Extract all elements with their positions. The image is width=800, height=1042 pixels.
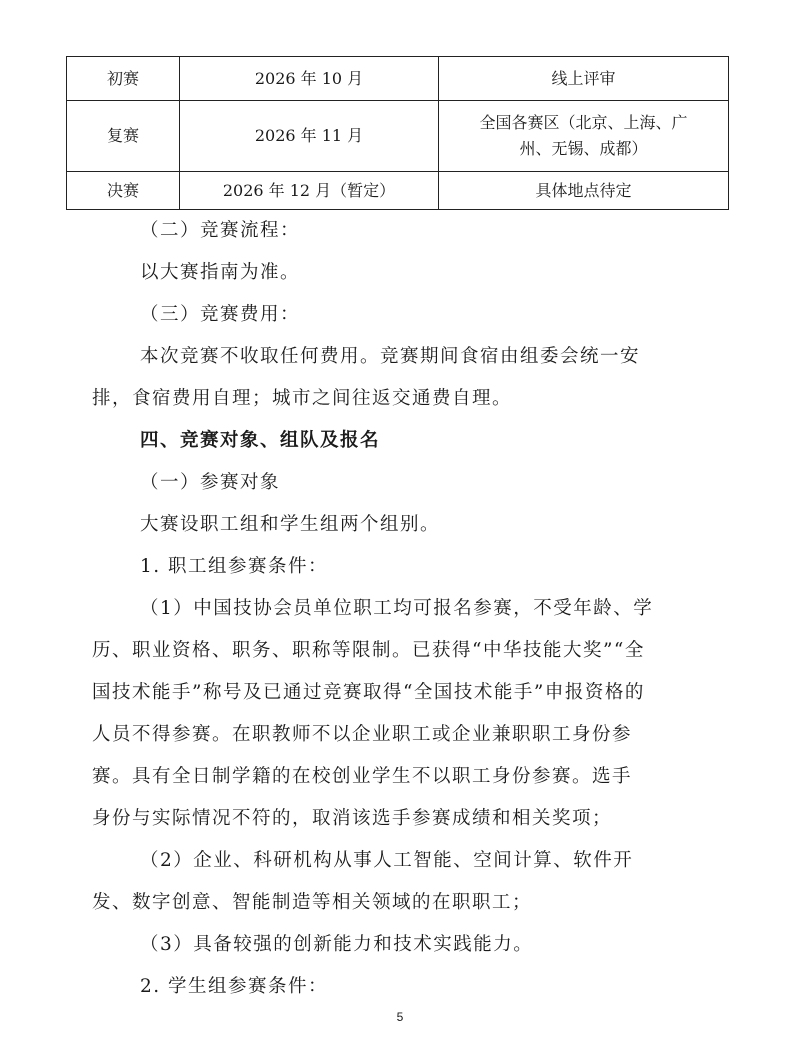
time-cell: 2026 年 11 月 — [180, 101, 439, 172]
paragraph-line: 身份与实际情况不符的，取消该选手参赛成绩和相关奖项； — [92, 808, 613, 829]
paragraph-line: （3）具备较强的创新能力和技术实践能力。 — [140, 934, 534, 955]
section-heading: （三）竞赛费用： — [140, 304, 301, 325]
table-row — [67, 101, 729, 172]
location-line: 州、无锡、成都） — [519, 139, 648, 158]
location-cell: 具体地点待定 — [439, 172, 729, 210]
paragraph-line: 本次竞赛不收取任何费用。竞赛期间食宿由组委会统一安 — [140, 346, 641, 367]
paragraph-line: 大赛设职工组和学生组两个组别。 — [140, 514, 441, 535]
location-cell — [439, 101, 729, 172]
paragraph-line: （1）中国技协会员单位职工均可报名参赛，不受年龄、学 — [140, 598, 654, 619]
page-number: 5 — [396, 1010, 404, 1024]
location-cell: 线上评审 — [439, 57, 729, 101]
section-heading: （一）参赛对象 — [140, 472, 281, 493]
paragraph-line: 历、职业资格、职务、职称等限制。已获得“中华技能大奖”“全 — [92, 640, 645, 661]
paragraph-line: （2）企业、科研机构从事人工智能、空间计算、软件开 — [140, 850, 634, 871]
table-row — [67, 57, 729, 101]
paragraph-line: 人员不得参赛。在职教师不以企业职工或企业兼职职工身份参 — [92, 724, 633, 745]
location-line: 全国各赛区（北京、上海、广 — [479, 113, 688, 132]
stage-cell: 决赛 — [67, 172, 180, 210]
paragraph-line: 国技术能手”称号及已通过竞赛取得“全国技术能手”申报资格的 — [92, 682, 645, 703]
section-heading: （二）竞赛流程： — [140, 220, 301, 241]
table-row — [67, 172, 729, 210]
schedule-table — [66, 56, 729, 210]
paragraph-line: 以大赛指南为准。 — [140, 262, 301, 283]
paragraph-line: 排，食宿费用自理；城市之间往返交通费自理。 — [92, 388, 513, 409]
chapter-heading: 四、竞赛对象、组队及报名 — [140, 430, 381, 451]
paragraph-line: 赛。具有全日制学籍的在校创业学生不以职工身份参赛。选手 — [92, 766, 633, 787]
stage-cell: 复赛 — [67, 101, 180, 172]
subsection-heading: 2. 学生组参赛条件： — [140, 976, 329, 997]
paragraph-line: 发、数字创意、智能制造等相关领域的在职职工； — [92, 892, 533, 913]
time-cell: 2026 年 12 月（暂定） — [180, 172, 439, 210]
subsection-heading: 1. 职工组参赛条件： — [140, 556, 329, 577]
time-cell: 2026 年 10 月 — [180, 57, 439, 101]
stage-cell: 初赛 — [67, 57, 180, 101]
